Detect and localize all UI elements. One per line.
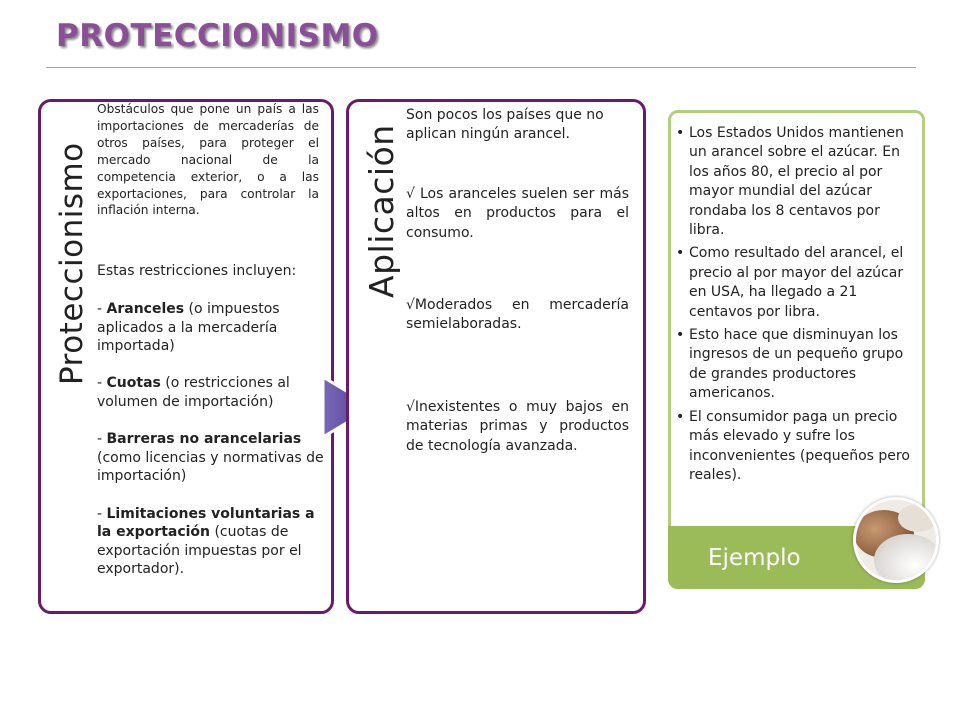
restrictions-intro: Estas restricciones incluyen: bbox=[97, 263, 297, 279]
ejemplo-text: Como resultado del arancel, el precio al por mayor del azúcar en USA, ha llegado a 21 centavos por libra. bbox=[689, 245, 904, 320]
restrictions-list bbox=[97, 300, 325, 598]
ejemplo-list bbox=[676, 124, 910, 489]
restriction-desc: (o impuestos aplicados a la mercadería importada) bbox=[97, 301, 280, 355]
ejemplo-bullet bbox=[676, 244, 910, 322]
bullet-icon: • bbox=[676, 408, 685, 425]
restriction-name: Aranceles bbox=[106, 301, 185, 317]
restriction-item: - Aranceles (o impuestos aplicados a la mercadería importada) bbox=[97, 301, 280, 355]
ejemplo-bullet bbox=[676, 326, 910, 404]
proteccionismo-definition: Obstáculos que pone un país a las importaciones de mercaderías de otros países, para proteger el mercado nacional de la competencia exterior, o a las exportaciones, para controlar la inflación interna. bbox=[97, 102, 319, 218]
proteccionismo-heading: Proteccionismo bbox=[54, 142, 90, 385]
restriction-desc: (cuotas de exportación impuestas por el exportador). bbox=[97, 524, 302, 578]
ejemplo-text: Esto hace que disminuyan los ingresos de un pequeño grupo de grandes productores americanos. bbox=[689, 327, 904, 402]
sugar-photo bbox=[853, 497, 939, 583]
ejemplo-text: El consumidor paga un precio más elevado y sufre los inconvenientes (pequeños pero reales). bbox=[689, 408, 910, 483]
aplicacion-paragraph: √Moderados en mercadería semielaboradas. bbox=[406, 297, 629, 333]
aplicacion-paragraph: Son pocos los países que no aplican ningún arancel. bbox=[406, 107, 604, 143]
restriction-desc: (o restricciones al volumen de importación) bbox=[97, 375, 290, 410]
restriction-name: Cuotas bbox=[106, 375, 161, 392]
ejemplo-label: Ejemplo bbox=[708, 545, 801, 571]
bullet-icon: • bbox=[676, 245, 685, 262]
title-divider bbox=[46, 67, 916, 68]
restriction-item: - Cuotas (o restricciones al volumen de importación) bbox=[97, 375, 290, 410]
restriction-name: Limitaciones voluntarias a la exportación bbox=[97, 505, 315, 541]
restriction-desc: (como licencias y normativas de importación) bbox=[97, 449, 324, 485]
page-title: PROTECCIONISMO bbox=[56, 18, 379, 54]
bullet-icon: • bbox=[676, 327, 685, 344]
aplicacion-heading: Aplicación bbox=[362, 124, 401, 298]
aplicacion-paragraph: √ Los aranceles suelen ser más altos en productos para el consumo. bbox=[406, 186, 629, 241]
restriction-item: - Limitaciones voluntarias a la exportación (cuotas de exportación impuestas por el exportador). bbox=[97, 505, 315, 578]
bullet-icon: • bbox=[676, 125, 685, 141]
restriction-item: - Barreras no arancelarias (como licencias y normativas de importación) bbox=[97, 431, 324, 485]
aplicacion-paragraph: √Inexistentes o muy bajos en materias primas y productos de tecnología avanzada. bbox=[406, 399, 629, 454]
ejemplo-bullet bbox=[676, 124, 910, 240]
ejemplo-bullet bbox=[676, 408, 910, 486]
restriction-name: Barreras no arancelarias bbox=[106, 431, 302, 448]
ejemplo-text: Los Estados Unidos mantienen un arancel sobre el azúcar. En los años 80, el precio al por mayor mundial del azúcar rondaba los 8 centavos por libra. bbox=[689, 125, 904, 239]
sugar-image-icon bbox=[856, 500, 936, 580]
